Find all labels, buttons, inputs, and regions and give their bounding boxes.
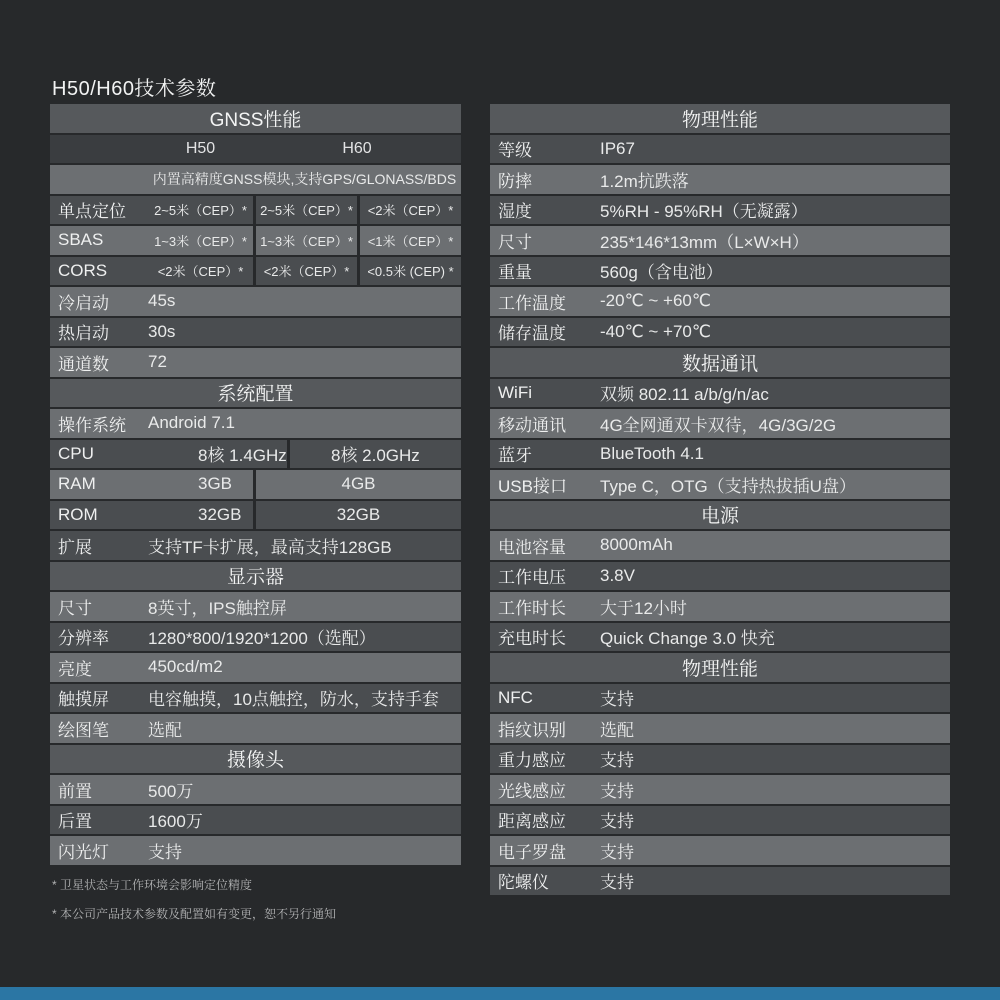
row-label: 尺寸 [498,232,532,252]
row-label: USB接口 [498,476,567,496]
row-label: SBAS [58,230,104,250]
row-value: 支持 [600,873,634,893]
table-row [490,592,950,621]
table-row [490,745,950,774]
gnss-cell: <2米（CEP）* [157,264,244,280]
row-label: 后置 [58,812,92,832]
row-label: 操作系统 [58,415,126,435]
row-value: 4G全网通双卡双待，4G/3G/2G [600,415,837,435]
table-row [50,409,461,438]
table-row [490,531,950,560]
table-row [50,226,461,255]
row-value: 45s [148,291,176,311]
section-header-camera [50,745,461,774]
table-row [50,501,461,530]
row-value: 支持TF卡扩展，最高支持128GB [148,537,392,557]
gnss-cell: <2米（CEP）* [253,257,357,286]
row-value: 30s [148,321,176,341]
table-row [50,318,461,347]
row-label: 热启动 [58,324,109,344]
table-row [490,379,950,408]
row-value: 5%RH - 95%RH（无凝露） [600,202,808,222]
row-value: 8000mAh [600,535,673,555]
table-row [490,867,950,896]
row-label: 扩展 [58,537,92,557]
section-header-physical [490,104,950,133]
row-label: 工作电压 [498,568,566,588]
row-label: 亮度 [58,659,92,679]
row-label: 通道数 [58,354,109,374]
row-label: ROM [58,504,98,524]
row-value: 235*146*13mm（L×W×H） [600,232,809,252]
row-value-h50: 8核 1.4GHz [198,446,287,466]
table-row [50,653,461,682]
section-header-label: 显示器 [226,567,284,589]
gnss-cell: 1~3米（CEP）* [253,226,357,255]
table-row [50,196,461,225]
spec-table-right [490,104,950,895]
row-label: NFC [498,687,533,707]
row-value: 72 [148,352,167,372]
row-value: 支持 [600,690,634,710]
table-row [50,806,461,835]
section-header-label: 电源 [700,506,739,528]
row-value: 支持 [600,842,634,862]
table-row [490,287,950,316]
row-label: 单点定位 [58,202,126,222]
row-label: 储存温度 [498,324,566,344]
accent-bar [0,987,1000,1000]
section-header-label: 数据通讯 [681,353,758,375]
row-value-h60: 4GB [253,470,461,499]
row-value-h50: 32GB [198,504,242,524]
table-row [490,318,950,347]
row-value-h60: 32GB [253,501,461,530]
model-h50-label: H50 [185,139,216,157]
row-label: 工作时长 [498,598,566,618]
table-row [490,440,950,469]
row-value: 1600万 [148,812,203,832]
table-row [490,684,950,713]
row-label: 绘图笔 [58,720,109,740]
table-row [490,775,950,804]
row-value: 支持 [600,781,634,801]
row-value: 560g（含电池） [600,263,723,283]
section-header-power [490,501,950,530]
row-label: 电池容量 [498,537,566,557]
table-row [50,348,461,377]
row-value-h50: 3GB [198,474,233,494]
table-row [490,257,950,286]
model-h60-label: H60 [342,139,372,157]
row-value: 支持 [600,812,634,832]
row-value: 双频 802.11 a/b/g/n/ac [600,385,769,405]
table-row [490,836,950,865]
table-row [490,409,950,438]
row-value: BlueTooth 4.1 [600,443,704,463]
table-row [50,623,461,652]
gnss-cell: 2~5米（CEP）* [253,196,357,225]
row-value-h60: 8核 2.0GHz [287,440,461,469]
section-header-comm [490,348,950,377]
section-header-system [50,379,461,408]
section-header-label: 系统配置 [217,384,294,406]
row-value: 选配 [148,720,182,740]
gnss-cell: <1米（CEP）* [357,226,461,255]
row-value: 大于12小时 [600,598,687,618]
row-value: 支持 [148,842,182,862]
row-label: 分辨率 [58,629,109,649]
row-value: -40℃ ~ +70℃ [600,321,711,341]
row-label: 触摸屏 [58,690,109,710]
row-label: 光线感应 [498,781,566,801]
table-row [50,684,461,713]
table-row [50,470,461,499]
table-row [50,592,461,621]
gnss-cell: 2~5米（CEP）* [154,203,247,219]
row-value: 500万 [148,781,194,801]
row-label: 闪光灯 [58,842,109,862]
table-row [50,287,461,316]
row-label: 防摔 [498,171,532,191]
row-value: 选配 [600,720,634,740]
section-header-label: 摄像头 [226,750,284,772]
row-label: 移动通讯 [498,415,566,435]
table-row [490,470,950,499]
row-value: Quick Change 3.0 快充 [600,629,775,649]
table-row [50,775,461,804]
row-label: 距离感应 [498,812,566,832]
table-row [50,440,461,469]
row-value: 1.2m抗跌落 [600,171,689,191]
row-label: 陀螺仪 [498,873,549,893]
row-label: 充电时长 [498,629,566,649]
gnss-cell: <0.5米 (CEP) * [357,257,461,286]
row-value: 电容触摸，10点触控，防水，支持手套 [148,690,439,710]
gnss-note-row [50,165,461,194]
section-header-display [50,562,461,591]
row-label: 重力感应 [498,751,566,771]
row-value: -20℃ ~ +60℃ [600,291,711,311]
model-header-row [50,135,461,164]
row-label: WiFi [498,382,532,402]
section-header-sensors [490,653,950,682]
section-header-gnss [50,104,461,133]
spec-table-left [50,104,461,865]
row-label: 指纹识别 [498,720,566,740]
footnotes [52,876,336,922]
page-title: H50/H60技术参数 [52,78,217,100]
row-label: RAM [58,474,96,494]
gnss-note: 内置高精度GNSS模块,支持GPS/GLONASS/BDS [152,171,457,188]
row-label: 冷启动 [58,293,109,313]
table-row [490,226,950,255]
table-row [490,714,950,743]
table-row [50,531,461,560]
row-label: CORS [58,260,108,280]
gnss-cell: 1~3米（CEP）* [154,233,247,249]
row-label: 前置 [58,781,92,801]
row-label: 蓝牙 [498,446,532,466]
table-row [50,714,461,743]
table-row [50,257,461,286]
table-row [490,562,950,591]
row-value: 1280*800/1920*1200（选配） [148,629,376,649]
table-row [490,165,950,194]
row-value: Type C，OTG（支持热拔插U盘） [600,476,856,496]
row-label: CPU [58,443,94,463]
table-row [490,135,950,164]
table-row [50,836,461,865]
row-value: 450cd/m2 [148,657,223,677]
row-label: 等级 [498,141,532,161]
row-value: Android 7.1 [148,413,235,433]
footnote: * 本公司产品技术参数及配置如有变更，恕不另行通知 [52,907,337,921]
row-value: 3.8V [600,565,635,585]
table-row [490,806,950,835]
section-header-label: GNSS性能 [209,109,302,131]
footnote: * 卫星状态与工作环境会影响定位精度 [52,878,253,892]
gnss-cell: <2米（CEP）* [357,196,461,225]
row-label: 电子罗盘 [498,842,566,862]
row-value: 8英寸，IPS触控屏 [148,598,287,618]
table-row [490,196,950,225]
row-label: 重量 [498,263,532,283]
row-value: 支持 [600,751,634,771]
row-label: 湿度 [498,202,532,222]
row-label: 工作温度 [498,293,566,313]
row-value: IP67 [600,138,635,158]
table-row [490,623,950,652]
section-header-label: 物理性能 [681,658,758,680]
section-header-label: 物理性能 [681,109,758,131]
row-label: 尺寸 [58,598,92,618]
